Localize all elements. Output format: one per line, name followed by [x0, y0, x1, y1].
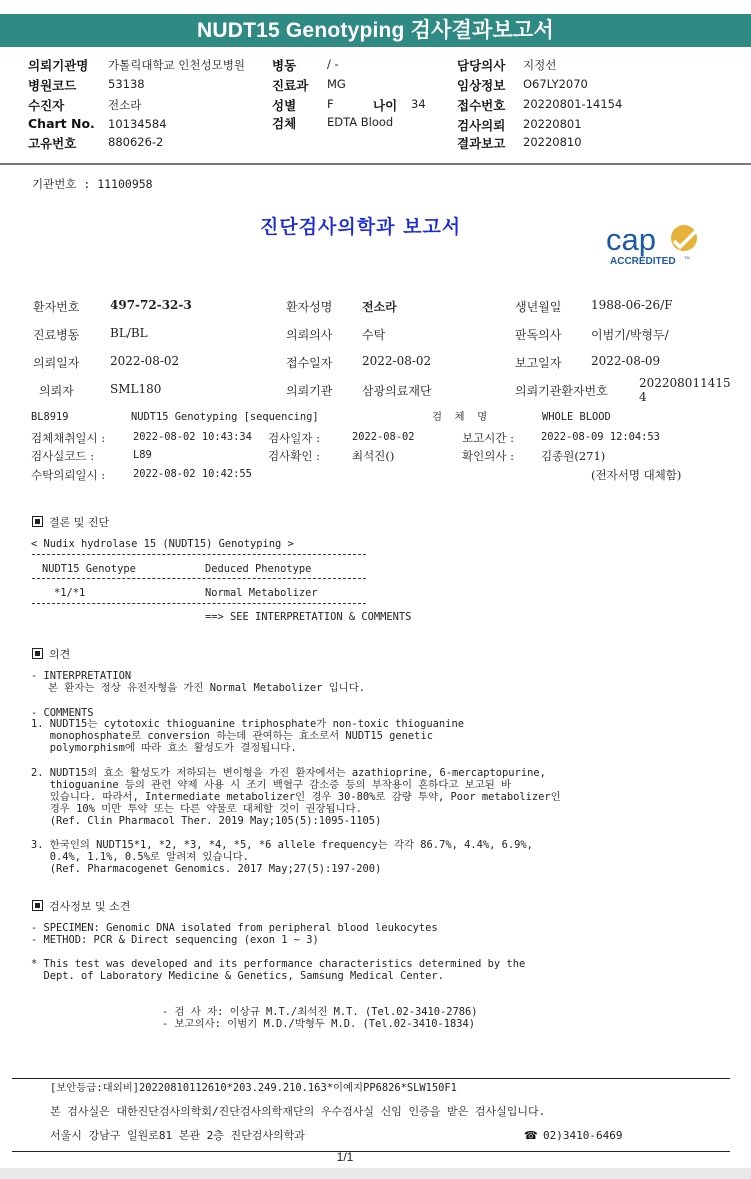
comment-2-line-3: 있습니다. 따라서, Intermediate metabolizer인 경우 30-80%로 감량 투약, Poor metabolizer인 [31, 791, 561, 803]
value-requester: SML180 [110, 382, 162, 396]
value-consignment-time: 2022-08-02 10:42:55 [133, 468, 252, 480]
label-referring-institution: 의뢰기관명 [28, 58, 89, 73]
col-phenotype-header: Deduced Phenotype [205, 563, 312, 575]
value-specimen: EDTA Blood [327, 115, 394, 129]
method-specimen-line: - SPECIMEN: Genomic DNA isolated from peripheral blood leukocytes [31, 922, 438, 934]
value-sex: F [327, 97, 334, 111]
value-phenotype: Normal Metabolizer [205, 587, 318, 599]
label-test-date: 검사일자 : [268, 431, 320, 445]
section-method-label: 검사정보 및 소견 [49, 900, 131, 913]
label-specimen: 검체 [272, 116, 297, 131]
label-collection-time: 검체채취일시 : [31, 431, 106, 445]
value-institution-patient-no: 202208011415 [639, 376, 731, 390]
value-confirming-doctor: 김종원(271) [541, 449, 606, 463]
signer-tester: - 검 사 자: 이상규 M.T./최석진 M.T. (Tel.02-3410-2786) [162, 1006, 478, 1018]
method-disclaimer-line-2: Dept. of Laboratory Medicine & Genetics, Samsung Medical Center. [31, 970, 444, 982]
label-age: 나이 [373, 98, 398, 113]
label-requesting-institution: 의뢰기관 [286, 384, 333, 398]
footer-address: 서울시 강남구 일원로81 본관 2층 진단검사의학과 [50, 1129, 305, 1142]
value-hospital-code: 53138 [108, 77, 145, 91]
label-consignment-time: 수탁의뢰일시 : [31, 468, 106, 482]
value-requesting-doctor: 수탁 [362, 328, 386, 342]
table-divider-bottom [32, 603, 366, 604]
interpretation-text: 본 환자는 정상 유전자형을 가진 Normal Metabolizer 입니다. [48, 682, 365, 694]
value-unique-no: 880626-2 [108, 135, 164, 149]
table-divider-mid [32, 578, 366, 579]
label-clinical-info: 임상정보 [457, 78, 506, 93]
value-lab-code: L89 [133, 449, 152, 461]
label-requester: 의뢰자 [39, 384, 74, 398]
comment-2-line-2: thioguanine 등의 관련 약제 사용 시 조기 백혈구 감소증 등의 부작용이 흔하다고 보고된 바 [31, 779, 512, 791]
comment-1-line-1: 1. NUDT15는 cytotoxic thioguanine triphosphate가 non-toxic thioguanine [31, 718, 464, 730]
section-square-icon [32, 648, 43, 659]
label-chart-no: Chart No. [28, 116, 95, 131]
value-specimen-name: WHOLE BLOOD [542, 411, 611, 423]
label-institution-patient-no: 의뢰기관환자번호 [515, 384, 608, 398]
report-header-title: NUDT15 Genotyping 검사결과보고서 [0, 14, 751, 47]
value-request-date: 20220801 [523, 117, 582, 131]
label-accession-no: 접수번호 [457, 98, 506, 113]
label-requesting-doctor: 의뢰의사 [286, 328, 333, 342]
footer-security-line: [보안등급:대외비]20220810112610*203.249.210.163*이예지PP6826*SLW150F1 [50, 1082, 457, 1094]
value-request-date-2: 2022-08-02 [110, 354, 180, 368]
section-conclusion-heading [32, 514, 109, 530]
value-report-date: 20220810 [523, 135, 582, 149]
label-test-confirm: 검사확인 : [268, 449, 320, 463]
section-conclusion-label: 결론 및 진단 [49, 516, 110, 529]
label-patient-name: 환자성명 [286, 300, 333, 314]
method-disclaimer-line-1: * This test was developed and its performance characteristics determined by the [31, 958, 526, 970]
label-attending-doctor: 담당의사 [457, 58, 506, 73]
value-patient-name: 전소라 [362, 300, 397, 314]
comment-3-line-1: 3. 한국인의 NUDT15*1, *2, *3, *4, *5, *6 allele frequency는 각각 86.7%, 4.4%, 6.9%, [31, 839, 533, 851]
label-patient-no: 환자번호 [33, 300, 80, 314]
test-code: BL8919 [31, 411, 69, 423]
value-reading-doctor: 이범기/박형두/ [591, 328, 669, 342]
label-department: 진료과 [272, 78, 309, 93]
value-age: 34 [411, 97, 426, 111]
value-accession-no: 20220801-14154 [523, 97, 623, 111]
value-birthdate: 1988-06-26/F [591, 298, 673, 312]
value-ward: / - [327, 57, 339, 71]
method-technique-line: - METHOD: PCR & Direct sequencing (exon 1 ~ 3) [31, 934, 319, 946]
institution-number: 기관번호 : 11100958 [32, 177, 153, 191]
comments-heading: - COMMENTS [31, 707, 94, 719]
value-clinical-info: O67LY2070 [523, 77, 588, 91]
value-institution-patient-no-suffix: 4 [639, 390, 647, 404]
footer-certification: 본 검사실은 대한진단검사의학회/진단검사의학재단의 우수검사실 신임 인증을 받은 검사실입니다. [50, 1105, 546, 1118]
label-patient: 수진자 [28, 98, 65, 113]
header-divider [0, 163, 751, 165]
label-ward: 병동 [272, 58, 297, 73]
value-department: MG [327, 77, 346, 91]
label-receipt-date: 접수일자 [286, 356, 333, 370]
label-report-time: 보고시간 : [462, 431, 514, 445]
label-clinic-ward: 진료병동 [33, 328, 80, 342]
value-test-confirm: 최석진() [352, 449, 395, 463]
value-clinic-ward: BL/BL [110, 326, 148, 340]
section-square-icon [32, 516, 43, 527]
comment-1-line-2: monophosphate로 conversion 하는데 관여하는 효소로서 NUDT15 genetic [31, 730, 433, 742]
value-genotype: *1/*1 [54, 587, 86, 599]
label-request-date-2: 의뢰일자 [33, 356, 80, 370]
section-opinion-label: 의견 [49, 648, 71, 661]
col-genotype-header: NUDT15 Genotype [42, 563, 136, 575]
comment-1-line-3: polymorphism에 따라 효소 활성도가 결정됩니다. [31, 742, 297, 754]
section-method-heading [32, 898, 130, 914]
value-report-date-2: 2022-08-09 [591, 354, 661, 368]
cap-logo-accredited: ACCREDITED [610, 256, 676, 267]
label-sex: 성별 [272, 98, 297, 113]
label-birthdate: 생년월일 [515, 300, 562, 314]
report-subtitle: 진단검사의학과 보고서 [260, 216, 462, 238]
comment-3-line-3: (Ref. Pharmacogenet Genomics. 2017 May;27(5):197-200) [31, 863, 382, 875]
conclusion-subtitle: < Nudix hydrolase 15 (NUDT15) Genotyping > [31, 538, 294, 550]
cap-accredited-logo [604, 220, 708, 272]
cap-logo-tm: TM [684, 255, 690, 260]
label-hospital-code: 병원코드 [28, 78, 77, 93]
value-requesting-institution: 삼광의료재단 [362, 384, 432, 398]
footer-phone: 02)3410-6469 [543, 1129, 623, 1142]
label-reading-doctor: 판독의사 [515, 328, 562, 342]
value-patient-no: 497-72-32-3 [110, 298, 192, 312]
e-signature-note: (전자서명 대체함) [591, 468, 682, 482]
test-name: NUDT15 Genotyping [sequencing] [131, 411, 319, 423]
label-confirming-doctor: 확인의사 : [462, 449, 514, 463]
comment-2-line-4: 경우 10% 미만 투약 또는 다른 약물로 대체할 것이 권장됩니다. [31, 803, 362, 815]
label-unique-no: 고유번호 [28, 136, 77, 151]
label-request-date: 검사의뢰 [457, 118, 506, 133]
page-bottom-bar [0, 1168, 751, 1179]
signer-reporting-doctor: - 보고의사: 이범기 M.D./박형두 M.D. (Tel.02-3410-1834) [162, 1018, 476, 1030]
label-specimen-name: 검 체 명 [432, 411, 488, 423]
value-chart-no: 10134584 [108, 117, 167, 131]
section-opinion-heading [32, 646, 70, 662]
value-referring-institution: 가톨릭대학교 인천성모병원 [108, 58, 245, 72]
value-receipt-date: 2022-08-02 [362, 354, 432, 368]
value-attending-doctor: 지정선 [523, 58, 557, 72]
value-collection-time: 2022-08-02 10:43:34 [133, 431, 252, 443]
interpretation-heading: - INTERPRETATION [31, 670, 132, 682]
see-interpretation-note: ==> SEE INTERPRETATION & COMMENTS [205, 611, 412, 623]
value-report-time: 2022-08-09 12:04:53 [541, 431, 660, 443]
table-divider-top [32, 554, 366, 555]
comment-2-line-1: 2. NUDT15의 효소 활성도가 저하되는 변이형을 가진 환자에서는 azathioprine, 6-mercaptopurine, [31, 767, 546, 779]
comment-3-line-2: 0.4%, 1.1%, 0.5%로 알려져 있습니다. [31, 851, 249, 863]
phone-icon: ☎ [524, 1129, 538, 1142]
label-report-date: 결과보고 [457, 136, 506, 151]
section-square-icon [32, 900, 43, 911]
value-test-date: 2022-08-02 [352, 431, 415, 443]
comment-2-line-5: (Ref. Clin Pharmacol Ther. 2019 May;105(5):1095-1105) [31, 815, 382, 827]
label-lab-code: 검사실코드 : [31, 449, 95, 463]
cap-logo-graphic [604, 220, 708, 272]
page-number: 1/1 [336, 1150, 354, 1164]
value-patient: 전소라 [108, 98, 142, 112]
cap-logo-word: cap [606, 222, 656, 257]
label-report-date-2: 보고일자 [515, 356, 562, 370]
